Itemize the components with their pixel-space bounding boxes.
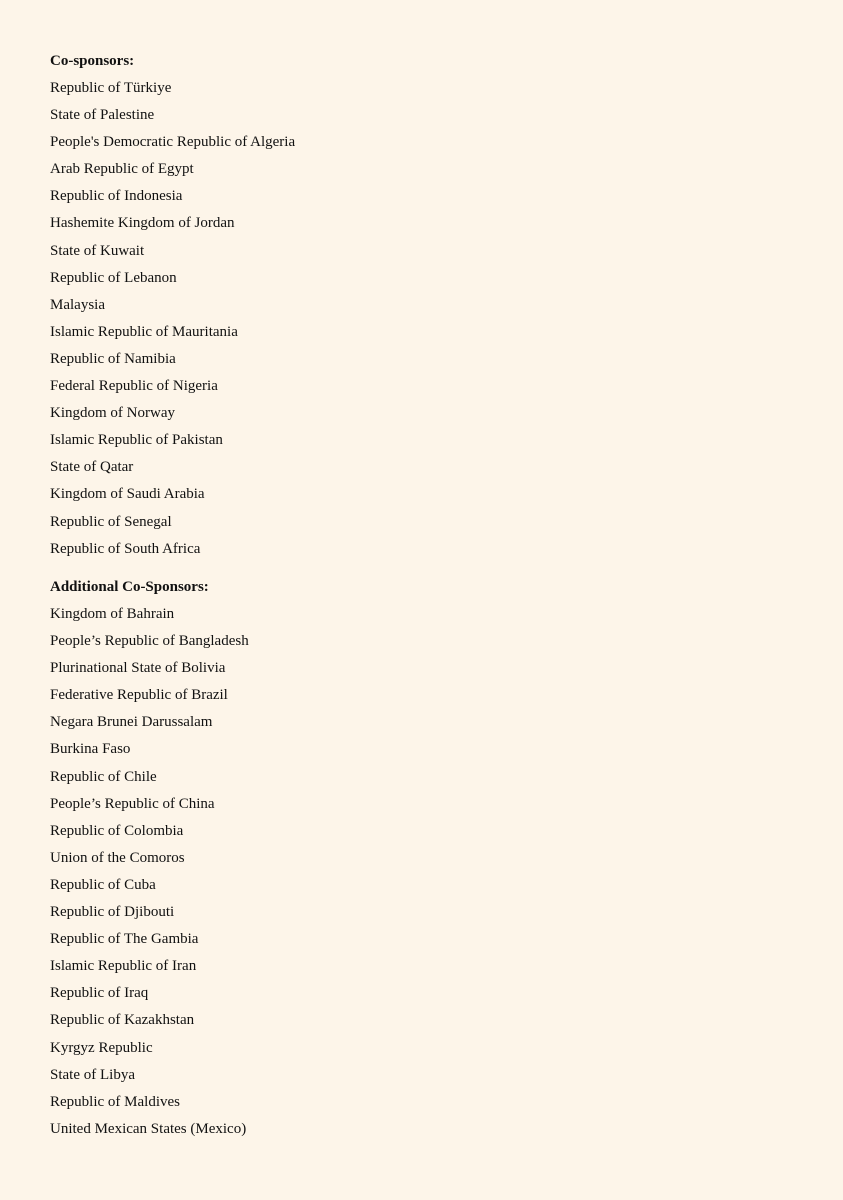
list-item: United Mexican States (Mexico) — [50, 1120, 247, 1137]
list-item: Republic of South Africa — [50, 540, 201, 557]
list-item: State of Kuwait — [50, 242, 145, 259]
list-item: Kingdom of Saudi Arabia — [50, 486, 205, 503]
list-item: Republic of Namibia — [50, 350, 176, 367]
list-item: State of Libya — [50, 1066, 135, 1083]
list-item: Republic of Colombia — [50, 822, 184, 839]
additional-cosponsors-heading: Additional Co-Sponsors: — [50, 579, 209, 595]
list-item: Republic of Djibouti — [50, 904, 175, 921]
list-item: Republic of The Gambia — [50, 931, 199, 948]
list-item: Republic of Indonesia — [50, 188, 183, 205]
list-item: People’s Republic of Bangladesh — [50, 633, 249, 650]
list-item: Republic of Lebanon — [50, 269, 177, 286]
list-item: Islamic Republic of Pakistan — [50, 432, 223, 449]
additional-cosponsors-list — [50, 601, 249, 1143]
list-item: Federal Republic of Nigeria — [50, 378, 218, 395]
list-item: Malaysia — [50, 296, 105, 313]
list-item: Republic of Chile — [50, 768, 157, 785]
list-item: Arab Republic of Egypt — [50, 161, 194, 178]
list-item: Republic of Maldives — [50, 1093, 180, 1110]
list-item: Republic of Kazakhstan — [50, 1012, 195, 1029]
list-item: State of Palestine — [50, 107, 155, 124]
additional-cosponsors-section — [50, 574, 249, 1143]
list-item: Burkina Faso — [50, 741, 131, 758]
list-item: People’s Republic of China — [50, 795, 215, 812]
list-item: Republic of Cuba — [50, 876, 156, 893]
cosponsors-section — [50, 48, 295, 563]
list-item: Islamic Republic of Mauritania — [50, 323, 238, 340]
list-item: Republic of Iraq — [50, 985, 149, 1002]
list-item: Hashemite Kingdom of Jordan — [50, 215, 235, 232]
list-item: Plurinational State of Bolivia — [50, 660, 226, 677]
list-item: Kingdom of Norway — [50, 405, 175, 422]
list-item: Kyrgyz Republic — [50, 1039, 153, 1056]
list-item: Federative Republic of Brazil — [50, 687, 228, 704]
list-item: Union of the Comoros — [50, 849, 185, 866]
cosponsors-list — [50, 75, 295, 563]
list-item: Kingdom of Bahrain — [50, 606, 175, 622]
list-item: Negara Brunei Darussalam — [50, 714, 213, 731]
cosponsors-heading: Co-sponsors: — [50, 53, 135, 69]
list-item: Republic of Senegal — [50, 513, 172, 530]
list-item: Republic of Türkiye — [50, 80, 172, 96]
list-item: Islamic Republic of Iran — [50, 958, 197, 975]
list-item: State of Qatar — [50, 459, 134, 476]
list-item: People's Democratic Republic of Algeria — [50, 134, 296, 151]
